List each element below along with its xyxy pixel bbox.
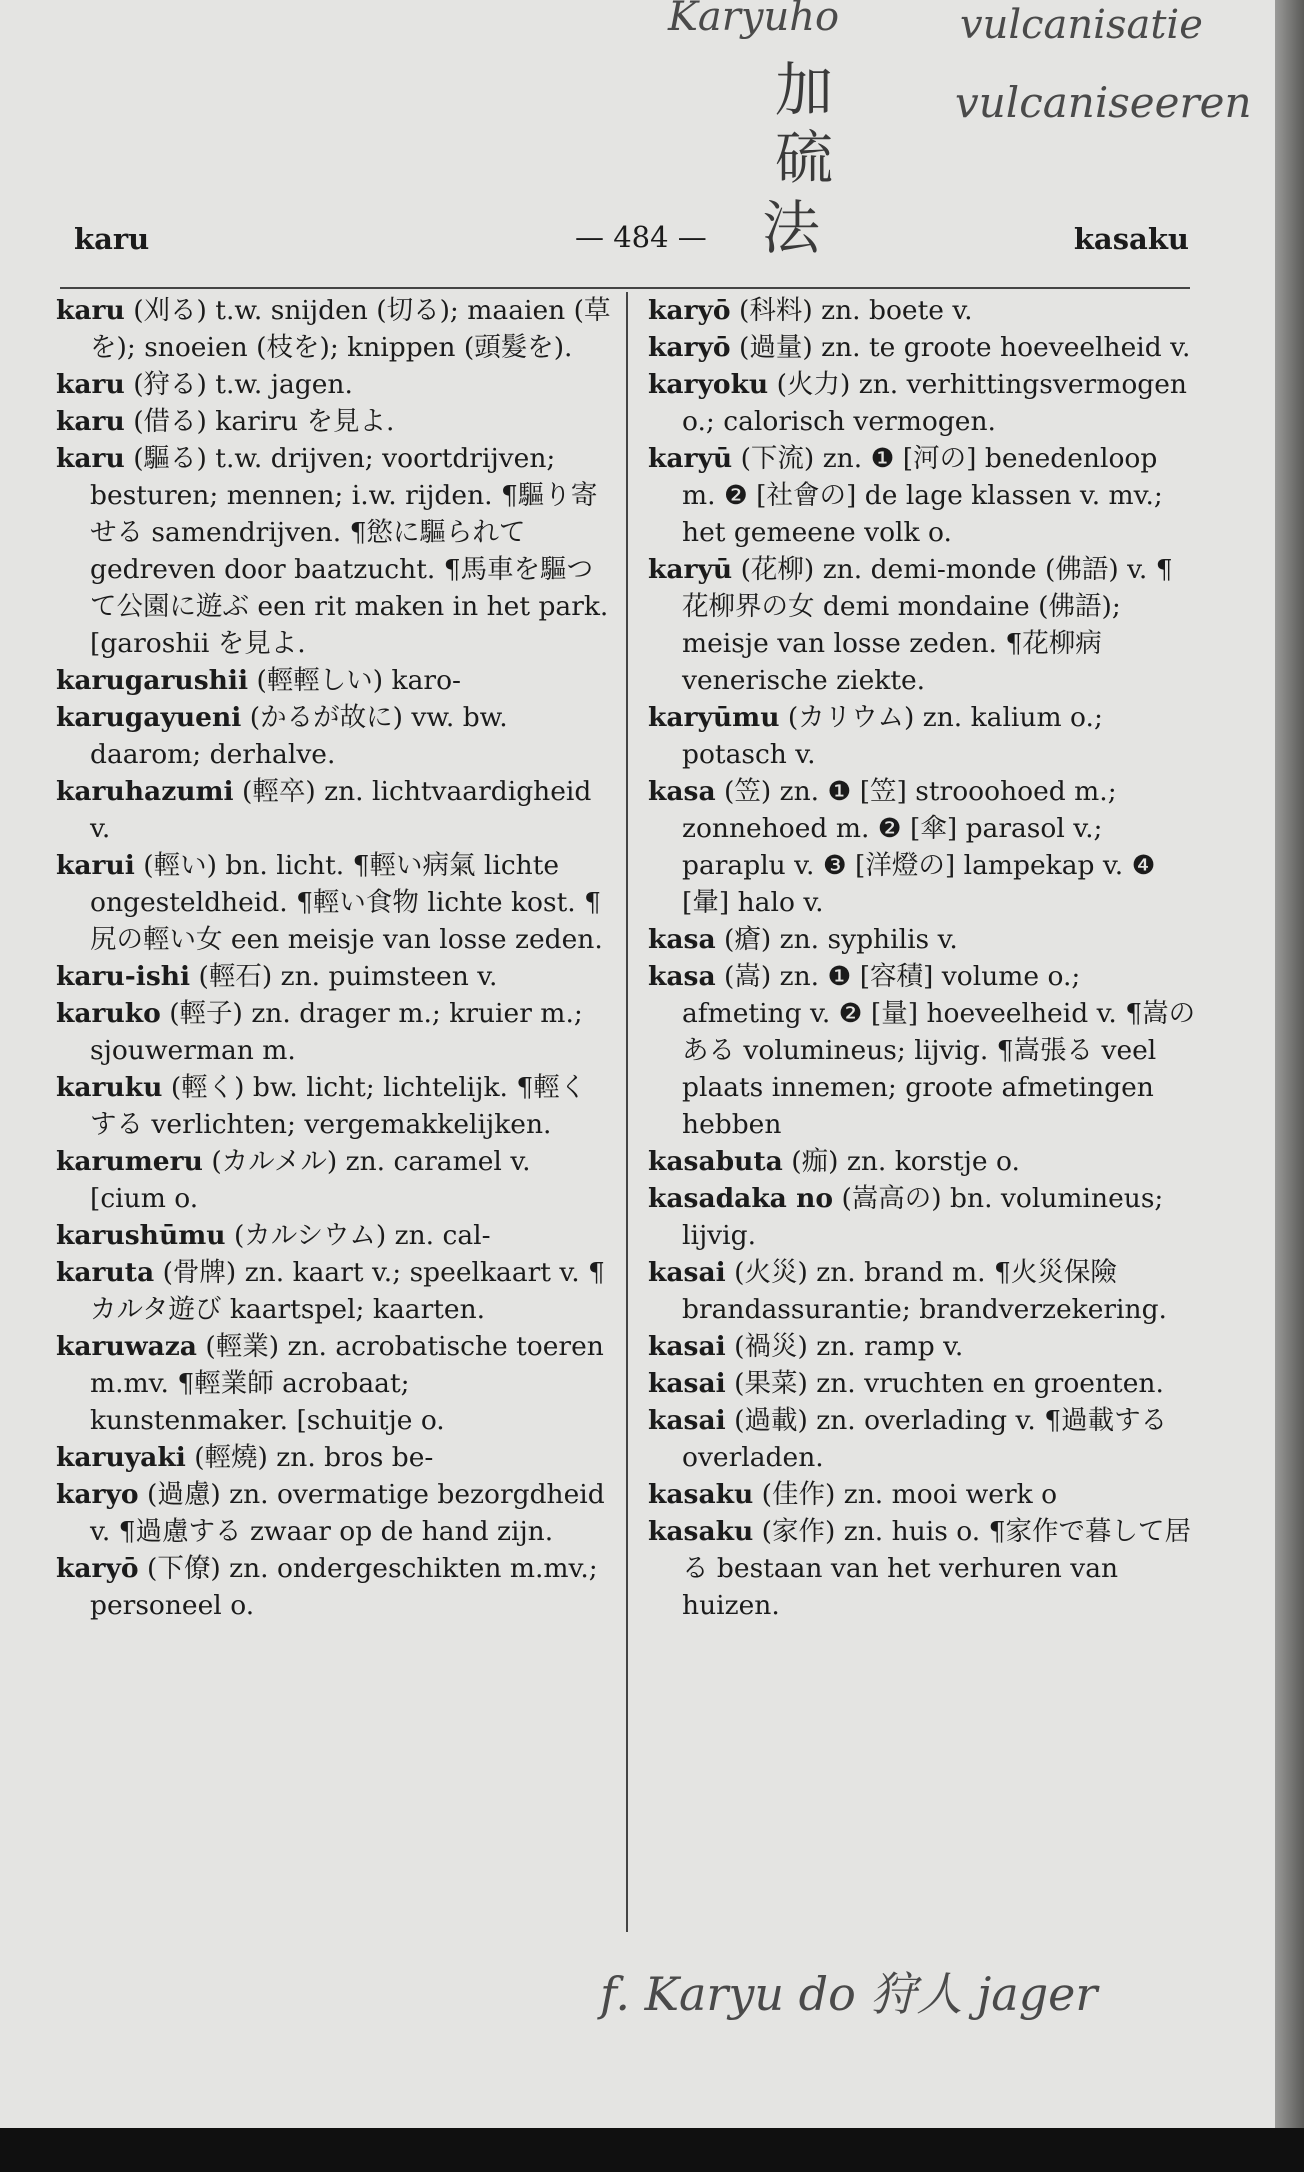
dictionary-entry: kasabuta (痂) zn. korstje o.	[648, 1146, 1020, 1177]
handwritten-note-top-left: Karyuho	[668, 0, 840, 40]
dictionary-entry: karuwaza (輕業) zn. acrobatische toeren m.mv. ¶輕業師 acrobaat; kunstenmaker. [schuitje o.	[56, 1331, 604, 1436]
dictionary-entry: kasaku (家作) zn. huis o. ¶家作で暮して居る bestaan van het verhuren van huizen.	[648, 1516, 1191, 1621]
dictionary-entry: karyūmu (カリウム) zn. kalium o.; potasch v.	[648, 702, 1103, 770]
column-divider	[626, 292, 628, 1932]
left-column	[56, 292, 611, 1624]
dictionary-entry: karyoku (火力) zn. verhittingsvermogen o.; calorisch vermogen.	[648, 369, 1187, 437]
dictionary-entry: karyū (花柳) zn. demi-monde (佛語) v. ¶花柳界の女 demi mondaine (佛語); meisje van losse zeden. ¶花柳病 venerische ziekte.	[648, 554, 1173, 696]
dictionary-entry: karuko (輕子) zn. drager m.; kruier m.; sjouwerman m.	[56, 998, 583, 1066]
right-column	[648, 292, 1196, 1624]
handwritten-kanji-1: 加	[775, 56, 834, 124]
dictionary-entry: karyū (下流) zn. ❶ [河の] benedenloop m. ❷ [社會の] de lage klassen v. mv.; het gemeene volk o.	[648, 443, 1163, 548]
dictionary-entry: karu-ishi (輕石) zn. puimsteen v.	[56, 961, 498, 992]
page-number: — 484 —	[575, 220, 707, 254]
dictionary-entry: kasai (火災) zn. brand m. ¶火災保險 brandassurantie; brandverzekering.	[648, 1257, 1167, 1325]
dictionary-entry: karyō (過量) zn. te groote hoeveelheid v.	[648, 332, 1191, 363]
handwritten-note-top-right-1: vulcanisatie	[960, 2, 1203, 48]
dictionary-entry: karuku (輕く) bw. licht; lichtelijk. ¶輕くする verlichten; vergemakkelijken.	[56, 1072, 587, 1140]
dictionary-entry: karuyaki (輕燒) zn. bros be-	[56, 1442, 434, 1473]
handwritten-kanji-3: 法	[762, 194, 821, 262]
guide-word-right: kasaku	[1073, 222, 1189, 256]
dictionary-entry: karu (借る) kariru を見よ.	[56, 406, 395, 437]
dictionary-entry: kasa (瘡) zn. syphilis v.	[648, 924, 958, 955]
dictionary-entry: kasai (禍災) zn. ramp v.	[648, 1331, 964, 1362]
dictionary-entry: karumeru (カルメル) zn. caramel v. [cium o.	[56, 1146, 531, 1214]
dictionary-entry: kasai (果菜) zn. vruchten en groenten.	[648, 1368, 1164, 1399]
dictionary-entry: kasai (過載) zn. overlading v. ¶過載する overladen.	[648, 1405, 1168, 1473]
guide-word-left: karu	[74, 222, 150, 256]
dictionary-entry: karu (狩る) t.w. jagen.	[56, 369, 353, 400]
dictionary-entry: karushūmu (カルシウム) zn. cal-	[56, 1220, 491, 1251]
handwritten-note-bottom: f. Karyu do 狩人 jager	[600, 1967, 1098, 2021]
dictionary-entry: karu (驅る) t.w. drijven; voortdrijven; besturen; mennen; i.w. rijden. ¶驅り寄せる samendrijven. ¶慾に驅られて gedreven door baatzucht. ¶馬車を驅つて公園に遊ぶ een rit maken in het park. [garoshii を見よ.	[56, 443, 609, 659]
dictionary-entry: karugarushii (輕輕しい) karo-	[56, 665, 461, 696]
dictionary-entry: karyō (下僚) zn. ondergeschikten m.mv.; personeel o.	[56, 1553, 598, 1621]
dictionary-entry: kasa (笠) zn. ❶ [笠] strooohoed m.; zonnehoed m. ❷ [傘] parasol v.; paraplu v. ❸ [洋燈の] lampekap v. ❹ [暈] halo v.	[648, 776, 1156, 918]
dictionary-entry: kasa (嵩) zn. ❶ [容積] volume o.; afmeting v. ❷ [量] hoeveelheid v. ¶嵩のある volumineus; lijvig. ¶嵩張る veel plaats innemen; groote afmetingen hebben	[648, 961, 1196, 1140]
dictionary-entry: karuta (骨牌) zn. kaart v.; speelkaart v. ¶カルタ遊び kaartspel; kaarten.	[56, 1257, 605, 1325]
book-spine-shadow	[1275, 0, 1304, 2128]
dictionary-entry: karugayueni (かるが故に) vw. bw. daarom; derhalve.	[56, 702, 508, 770]
dictionary-entry: kasadaka no (嵩高の) bn. volumineus; lijvig.	[648, 1183, 1164, 1251]
dictionary-entry: karyō (科料) zn. boete v.	[648, 295, 973, 326]
handwritten-kanji-2: 硫	[775, 124, 834, 192]
dictionary-entry: karuhazumi (輕卒) zn. lichtvaardigheid v.	[56, 776, 592, 844]
dictionary-entry: karyo (過慮) zn. overmatige bezorgdheid v. ¶過慮する zwaar op de hand zijn.	[56, 1479, 605, 1547]
handwritten-note-top-right-2: vulcaniseeren	[955, 78, 1252, 127]
dictionary-entry: kasaku (佳作) zn. mooi werk o	[648, 1479, 1058, 1510]
dictionary-entry: karui (輕い) bn. licht. ¶輕い病氣 lichte ongesteldheid. ¶輕い食物 lichte kost. ¶尻の輕い女 een meisje van losse zeden.	[56, 850, 603, 955]
dictionary-entry: karu (刈る) t.w. snijden (切る); maaien (草を); snoeien (枝を); knippen (頭髮を).	[56, 295, 611, 363]
book-bottom-edge	[0, 2128, 1304, 2172]
header-rule	[60, 287, 1190, 289]
